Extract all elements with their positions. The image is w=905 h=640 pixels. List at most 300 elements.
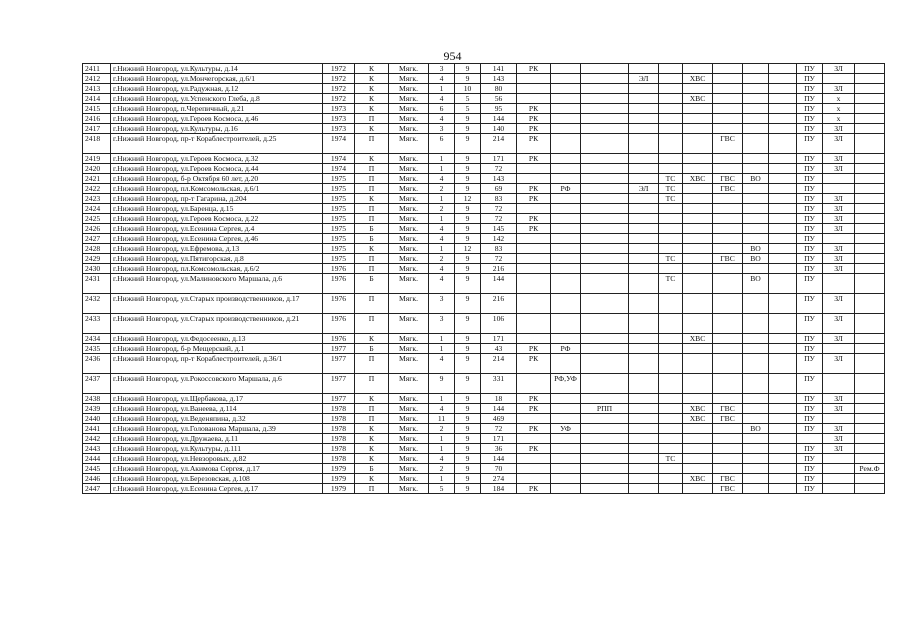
cell-work-ts bbox=[659, 244, 683, 254]
cell-work-el bbox=[629, 294, 659, 314]
cell-work-ts bbox=[659, 434, 683, 444]
cell-work-zl: ЗЛ bbox=[823, 404, 855, 414]
cell-row-number: 2430 bbox=[83, 264, 111, 274]
cell-work-hvs bbox=[683, 194, 713, 204]
cell-roof-type: Мягк. bbox=[389, 344, 429, 354]
cell-work-rk bbox=[517, 374, 551, 394]
cell-work-extra bbox=[769, 424, 797, 434]
cell-note bbox=[855, 444, 885, 454]
cell-note bbox=[855, 334, 885, 344]
cell-roof-type: Мягк. bbox=[389, 74, 429, 84]
cell-work-hvs bbox=[683, 254, 713, 264]
cell-address: г.Нижний Новгород, ул.Ефремова, д.13 bbox=[111, 244, 323, 254]
cell-work-el bbox=[629, 434, 659, 444]
cell-address: г.Нижний Новгород, б-р Октября 60 лет, д.20 bbox=[111, 174, 323, 184]
table-row bbox=[83, 334, 885, 344]
cell-work-hvs bbox=[683, 434, 713, 444]
cell-floors: 9 bbox=[455, 294, 481, 314]
cell-work-gvs bbox=[713, 194, 743, 204]
cell-apartments: 171 bbox=[481, 334, 517, 344]
cell-entrances: 1 bbox=[429, 154, 455, 164]
cell-address: г.Нижний Новгород, ул.Радужная, д.12 bbox=[111, 84, 323, 94]
cell-roof-type: Мягк. bbox=[389, 484, 429, 494]
cell-entrances: 4 bbox=[429, 174, 455, 184]
cell-year-built: 1975 bbox=[323, 194, 355, 204]
cell-work-zl: ЗЛ bbox=[823, 224, 855, 234]
cell-work-rpp bbox=[581, 94, 629, 104]
cell-work-zl: ЗЛ bbox=[823, 84, 855, 94]
cell-entrances: 1 bbox=[429, 434, 455, 444]
cell-address: г.Нижний Новгород, ул.Героев Космоса, д.22 bbox=[111, 214, 323, 224]
cell-work-zl: ЗЛ bbox=[823, 244, 855, 254]
cell-work-pu: ПУ bbox=[797, 214, 823, 224]
cell-work-el bbox=[629, 314, 659, 334]
cell-work-vo bbox=[743, 264, 769, 274]
cell-work-vo: ВО bbox=[743, 254, 769, 264]
cell-work-rf bbox=[551, 314, 581, 334]
cell-work-rf bbox=[551, 94, 581, 104]
cell-note bbox=[855, 204, 885, 214]
cell-floors: 9 bbox=[455, 484, 481, 494]
cell-row-number: 2412 bbox=[83, 74, 111, 84]
cell-work-vo: ВО bbox=[743, 424, 769, 434]
cell-work-zl: ЗЛ bbox=[823, 164, 855, 174]
cell-floors: 9 bbox=[455, 404, 481, 414]
cell-work-el: ЭЛ bbox=[629, 184, 659, 194]
table-row bbox=[83, 374, 885, 394]
cell-entrances: 4 bbox=[429, 234, 455, 244]
cell-work-rk: РК bbox=[517, 344, 551, 354]
cell-work-zl bbox=[823, 374, 855, 394]
cell-work-extra bbox=[769, 414, 797, 424]
cell-roof-type: Мягк. bbox=[389, 404, 429, 414]
table-row bbox=[83, 124, 885, 134]
cell-floors: 9 bbox=[455, 204, 481, 214]
cell-floors: 9 bbox=[455, 124, 481, 134]
cell-work-pu: ПУ bbox=[797, 344, 823, 354]
cell-floors: 5 bbox=[455, 94, 481, 104]
cell-floors: 9 bbox=[455, 424, 481, 434]
cell-work-hvs bbox=[683, 454, 713, 464]
cell-note bbox=[855, 74, 885, 84]
cell-apartments: 72 bbox=[481, 204, 517, 214]
cell-work-gvs: ГВС bbox=[713, 134, 743, 154]
cell-row-number: 2434 bbox=[83, 334, 111, 344]
cell-year-built: 1975 bbox=[323, 234, 355, 244]
cell-roof-type: Мягк. bbox=[389, 104, 429, 114]
cell-work-ts bbox=[659, 404, 683, 414]
cell-work-rpp bbox=[581, 374, 629, 394]
cell-floors: 9 bbox=[455, 334, 481, 344]
cell-work-rf bbox=[551, 464, 581, 474]
cell-work-ts bbox=[659, 314, 683, 334]
cell-work-hvs: ХВС bbox=[683, 404, 713, 414]
cell-address: г.Нижний Новгород, ул.Есенина Сергея, д.46 bbox=[111, 234, 323, 244]
cell-work-hvs bbox=[683, 464, 713, 474]
table-row bbox=[83, 474, 885, 484]
cell-work-rpp bbox=[581, 184, 629, 194]
cell-work-rk bbox=[517, 474, 551, 484]
cell-work-gvs bbox=[713, 334, 743, 344]
cell-work-pu: ПУ bbox=[797, 74, 823, 84]
cell-work-hvs bbox=[683, 424, 713, 434]
cell-year-built: 1977 bbox=[323, 354, 355, 374]
cell-work-ts: ТС bbox=[659, 254, 683, 264]
cell-work-zl: ЗЛ bbox=[823, 124, 855, 134]
cell-entrances: 1 bbox=[429, 334, 455, 344]
cell-work-pu: ПУ bbox=[797, 354, 823, 374]
cell-row-number: 2419 bbox=[83, 154, 111, 164]
cell-work-hvs bbox=[683, 224, 713, 234]
cell-row-number: 2422 bbox=[83, 184, 111, 194]
cell-wall-material: Б bbox=[355, 234, 389, 244]
cell-address: г.Нижний Новгород, ул.Дружаева, д.11 bbox=[111, 434, 323, 444]
cell-work-zl: ЗЛ bbox=[823, 294, 855, 314]
cell-work-hvs: ХВС bbox=[683, 94, 713, 104]
cell-apartments: 72 bbox=[481, 254, 517, 264]
cell-work-zl: х bbox=[823, 114, 855, 124]
cell-work-hvs bbox=[683, 184, 713, 194]
cell-year-built: 1978 bbox=[323, 454, 355, 464]
cell-work-el bbox=[629, 124, 659, 134]
cell-note: Рем.Ф bbox=[855, 464, 885, 474]
cell-work-pu: ПУ bbox=[797, 64, 823, 74]
cell-work-rf bbox=[551, 104, 581, 114]
cell-wall-material: К bbox=[355, 94, 389, 104]
cell-work-rk bbox=[517, 274, 551, 294]
cell-work-ts bbox=[659, 74, 683, 84]
cell-roof-type: Мягк. bbox=[389, 194, 429, 204]
cell-work-ts bbox=[659, 224, 683, 234]
cell-work-rk: РК bbox=[517, 124, 551, 134]
cell-work-extra bbox=[769, 334, 797, 344]
cell-work-rk bbox=[517, 254, 551, 264]
cell-entrances: 1 bbox=[429, 244, 455, 254]
cell-work-gvs bbox=[713, 354, 743, 374]
cell-year-built: 1975 bbox=[323, 244, 355, 254]
cell-work-el bbox=[629, 404, 659, 414]
cell-year-built: 1978 bbox=[323, 434, 355, 444]
cell-address: г.Нижний Новгород, пр-т Кораблестроителей, д.25 bbox=[111, 134, 323, 154]
cell-work-hvs bbox=[683, 244, 713, 254]
cell-work-rf: УФ bbox=[551, 424, 581, 434]
cell-work-zl: х bbox=[823, 104, 855, 114]
cell-address: г.Нижний Новгород, ул.Баренца, д.15 bbox=[111, 204, 323, 214]
cell-work-rf bbox=[551, 234, 581, 244]
cell-work-rk bbox=[517, 174, 551, 184]
cell-roof-type: Мягк. bbox=[389, 454, 429, 464]
cell-entrances: 11 bbox=[429, 414, 455, 424]
cell-work-zl: ЗЛ bbox=[823, 194, 855, 204]
cell-work-zl: х bbox=[823, 94, 855, 104]
cell-entrances: 3 bbox=[429, 294, 455, 314]
cell-address: г.Нижний Новгород, ул.Старых производственников, д.21 bbox=[111, 314, 323, 334]
cell-note bbox=[855, 134, 885, 154]
table-body bbox=[83, 64, 885, 494]
cell-work-el bbox=[629, 354, 659, 374]
cell-work-extra bbox=[769, 114, 797, 124]
cell-work-extra bbox=[769, 354, 797, 374]
cell-work-rk: РК bbox=[517, 394, 551, 404]
cell-entrances: 4 bbox=[429, 454, 455, 464]
cell-entrances: 4 bbox=[429, 274, 455, 294]
cell-work-rpp: РПП bbox=[581, 404, 629, 414]
cell-note bbox=[855, 114, 885, 124]
cell-apartments: 171 bbox=[481, 434, 517, 444]
cell-work-rk bbox=[517, 74, 551, 84]
cell-apartments: 144 bbox=[481, 274, 517, 294]
cell-work-zl bbox=[823, 174, 855, 184]
cell-work-pu: ПУ bbox=[797, 224, 823, 234]
table-row bbox=[83, 344, 885, 354]
cell-work-extra bbox=[769, 484, 797, 494]
cell-work-rf bbox=[551, 244, 581, 254]
cell-work-pu: ПУ bbox=[797, 264, 823, 274]
cell-note bbox=[855, 474, 885, 484]
table-row bbox=[83, 84, 885, 94]
cell-apartments: 70 bbox=[481, 464, 517, 474]
cell-apartments: 72 bbox=[481, 424, 517, 434]
cell-work-hvs bbox=[683, 154, 713, 164]
cell-work-rpp bbox=[581, 64, 629, 74]
table-row bbox=[83, 354, 885, 374]
cell-work-vo bbox=[743, 444, 769, 454]
cell-roof-type: Мягк. bbox=[389, 134, 429, 154]
cell-note bbox=[855, 124, 885, 134]
cell-work-vo: ВО bbox=[743, 274, 769, 294]
table-row bbox=[83, 404, 885, 414]
cell-work-extra bbox=[769, 234, 797, 244]
cell-work-rf bbox=[551, 64, 581, 74]
cell-work-vo bbox=[743, 164, 769, 174]
cell-work-vo bbox=[743, 394, 769, 404]
cell-apartments: 83 bbox=[481, 244, 517, 254]
cell-row-number: 2426 bbox=[83, 224, 111, 234]
cell-entrances: 1 bbox=[429, 474, 455, 484]
table-row bbox=[83, 394, 885, 404]
cell-address: г.Нижний Новгород, ул.Успенского Глеба, д.8 bbox=[111, 94, 323, 104]
cell-work-rf bbox=[551, 84, 581, 94]
cell-work-rpp bbox=[581, 134, 629, 154]
cell-row-number: 2429 bbox=[83, 254, 111, 264]
cell-work-hvs bbox=[683, 344, 713, 354]
cell-work-el bbox=[629, 114, 659, 124]
cell-row-number: 2421 bbox=[83, 174, 111, 184]
cell-work-pu: ПУ bbox=[797, 244, 823, 254]
cell-roof-type: Мягк. bbox=[389, 224, 429, 234]
cell-work-rf bbox=[551, 334, 581, 344]
cell-roof-type: Мягк. bbox=[389, 184, 429, 194]
cell-roof-type: Мягк. bbox=[389, 314, 429, 334]
cell-work-rpp bbox=[581, 234, 629, 244]
cell-work-gvs bbox=[713, 64, 743, 74]
cell-work-rk bbox=[517, 414, 551, 424]
cell-work-ts bbox=[659, 84, 683, 94]
cell-work-rf: РФ bbox=[551, 344, 581, 354]
cell-work-ts: ТС bbox=[659, 184, 683, 194]
cell-work-rf bbox=[551, 354, 581, 374]
table-row bbox=[83, 314, 885, 334]
cell-apartments: 171 bbox=[481, 154, 517, 164]
cell-work-gvs bbox=[713, 454, 743, 464]
table-row bbox=[83, 154, 885, 164]
cell-entrances: 1 bbox=[429, 394, 455, 404]
cell-work-gvs bbox=[713, 204, 743, 214]
cell-work-zl bbox=[823, 234, 855, 244]
cell-work-rk: РК bbox=[517, 214, 551, 224]
cell-wall-material: П bbox=[355, 164, 389, 174]
cell-work-pu: ПУ bbox=[797, 444, 823, 454]
cell-work-gvs bbox=[713, 234, 743, 244]
cell-work-rf bbox=[551, 154, 581, 164]
cell-roof-type: Мягк. bbox=[389, 244, 429, 254]
cell-row-number: 2417 bbox=[83, 124, 111, 134]
cell-wall-material: П bbox=[355, 254, 389, 264]
cell-work-vo bbox=[743, 484, 769, 494]
cell-work-ts: ТС bbox=[659, 274, 683, 294]
cell-work-extra bbox=[769, 314, 797, 334]
cell-apartments: 144 bbox=[481, 454, 517, 464]
cell-work-hvs bbox=[683, 84, 713, 94]
cell-floors: 9 bbox=[455, 394, 481, 404]
cell-year-built: 1975 bbox=[323, 184, 355, 194]
cell-apartments: 216 bbox=[481, 294, 517, 314]
cell-wall-material: К bbox=[355, 124, 389, 134]
cell-work-gvs bbox=[713, 114, 743, 124]
cell-work-hvs bbox=[683, 204, 713, 214]
cell-work-ts bbox=[659, 64, 683, 74]
cell-work-zl: ЗЛ bbox=[823, 314, 855, 334]
cell-work-zl bbox=[823, 484, 855, 494]
cell-work-pu: ПУ bbox=[797, 184, 823, 194]
cell-note bbox=[855, 374, 885, 394]
cell-note bbox=[855, 274, 885, 294]
cell-work-zl bbox=[823, 414, 855, 424]
cell-floors: 9 bbox=[455, 154, 481, 164]
cell-work-el bbox=[629, 244, 659, 254]
cell-work-rf bbox=[551, 214, 581, 224]
cell-work-ts bbox=[659, 344, 683, 354]
cell-note bbox=[855, 64, 885, 74]
cell-apartments: 216 bbox=[481, 264, 517, 274]
cell-address: г.Нижний Новгород, ул.Федосеенко, д.13 bbox=[111, 334, 323, 344]
cell-address: г.Нижний Новгород, ул.Старых производственников, д.17 bbox=[111, 294, 323, 314]
cell-floors: 9 bbox=[455, 254, 481, 264]
cell-work-ts: ТС bbox=[659, 194, 683, 204]
cell-floors: 9 bbox=[455, 414, 481, 424]
cell-wall-material: П bbox=[355, 374, 389, 394]
cell-work-zl bbox=[823, 344, 855, 354]
cell-work-hvs bbox=[683, 314, 713, 334]
cell-note bbox=[855, 434, 885, 444]
cell-wall-material: П bbox=[355, 294, 389, 314]
cell-work-el bbox=[629, 194, 659, 204]
cell-roof-type: Мягк. bbox=[389, 394, 429, 404]
cell-work-extra bbox=[769, 134, 797, 154]
cell-work-rpp bbox=[581, 394, 629, 404]
cell-address: г.Нижний Новгород, пл.Комсомольская, д.6/2 bbox=[111, 264, 323, 274]
cell-work-ts bbox=[659, 124, 683, 134]
cell-work-ts bbox=[659, 134, 683, 154]
cell-wall-material: Б bbox=[355, 224, 389, 234]
cell-work-el bbox=[629, 134, 659, 154]
cell-work-rpp bbox=[581, 454, 629, 464]
cell-work-el bbox=[629, 154, 659, 164]
cell-work-rf bbox=[551, 294, 581, 314]
cell-apartments: 18 bbox=[481, 394, 517, 404]
cell-year-built: 1974 bbox=[323, 154, 355, 164]
cell-wall-material: К bbox=[355, 194, 389, 204]
cell-year-built: 1972 bbox=[323, 94, 355, 104]
cell-work-vo bbox=[743, 84, 769, 94]
cell-work-zl: ЗЛ bbox=[823, 394, 855, 404]
cell-work-zl: ЗЛ bbox=[823, 334, 855, 344]
cell-work-rk bbox=[517, 454, 551, 464]
cell-roof-type: Мягк. bbox=[389, 274, 429, 294]
cell-year-built: 1976 bbox=[323, 314, 355, 334]
cell-floors: 9 bbox=[455, 134, 481, 154]
cell-note bbox=[855, 254, 885, 264]
cell-work-vo bbox=[743, 314, 769, 334]
cell-work-rk bbox=[517, 234, 551, 244]
cell-entrances: 1 bbox=[429, 214, 455, 224]
cell-work-extra bbox=[769, 454, 797, 464]
cell-floors: 9 bbox=[455, 474, 481, 484]
cell-year-built: 1976 bbox=[323, 294, 355, 314]
cell-row-number: 2442 bbox=[83, 434, 111, 444]
cell-work-vo: ВО bbox=[743, 244, 769, 254]
cell-note bbox=[855, 244, 885, 254]
cell-row-number: 2446 bbox=[83, 474, 111, 484]
cell-row-number: 2414 bbox=[83, 94, 111, 104]
cell-work-pu: ПУ bbox=[797, 104, 823, 114]
cell-work-rpp bbox=[581, 74, 629, 84]
cell-work-extra bbox=[769, 164, 797, 174]
cell-wall-material: Б bbox=[355, 464, 389, 474]
cell-entrances: 4 bbox=[429, 224, 455, 234]
cell-year-built: 1976 bbox=[323, 264, 355, 274]
cell-row-number: 2433 bbox=[83, 314, 111, 334]
cell-wall-material: П bbox=[355, 214, 389, 224]
cell-work-el bbox=[629, 344, 659, 354]
cell-floors: 9 bbox=[455, 374, 481, 394]
cell-roof-type: Мягк. bbox=[389, 154, 429, 164]
cell-year-built: 1978 bbox=[323, 444, 355, 454]
cell-work-zl: ЗЛ bbox=[823, 64, 855, 74]
cell-roof-type: Мягк. bbox=[389, 114, 429, 124]
cell-work-ts bbox=[659, 264, 683, 274]
cell-work-rk: РК bbox=[517, 114, 551, 124]
cell-wall-material: П bbox=[355, 264, 389, 274]
cell-work-el bbox=[629, 444, 659, 454]
cell-work-el bbox=[629, 174, 659, 184]
cell-wall-material: К bbox=[355, 434, 389, 444]
cell-roof-type: Мягк. bbox=[389, 474, 429, 484]
cell-work-rf bbox=[551, 444, 581, 454]
cell-work-rk bbox=[517, 244, 551, 254]
cell-work-ts: ТС bbox=[659, 174, 683, 184]
table-row bbox=[83, 74, 885, 84]
cell-work-vo bbox=[743, 414, 769, 424]
cell-note bbox=[855, 234, 885, 244]
cell-work-rf bbox=[551, 164, 581, 174]
cell-work-pu: ПУ bbox=[797, 154, 823, 164]
cell-entrances: 3 bbox=[429, 124, 455, 134]
cell-address: г.Нижний Новгород, ул.Рокоссовского Маршала, д.6 bbox=[111, 374, 323, 394]
cell-work-gvs bbox=[713, 154, 743, 164]
cell-work-gvs: ГВС bbox=[713, 254, 743, 264]
page-number: 954 bbox=[443, 49, 462, 63]
